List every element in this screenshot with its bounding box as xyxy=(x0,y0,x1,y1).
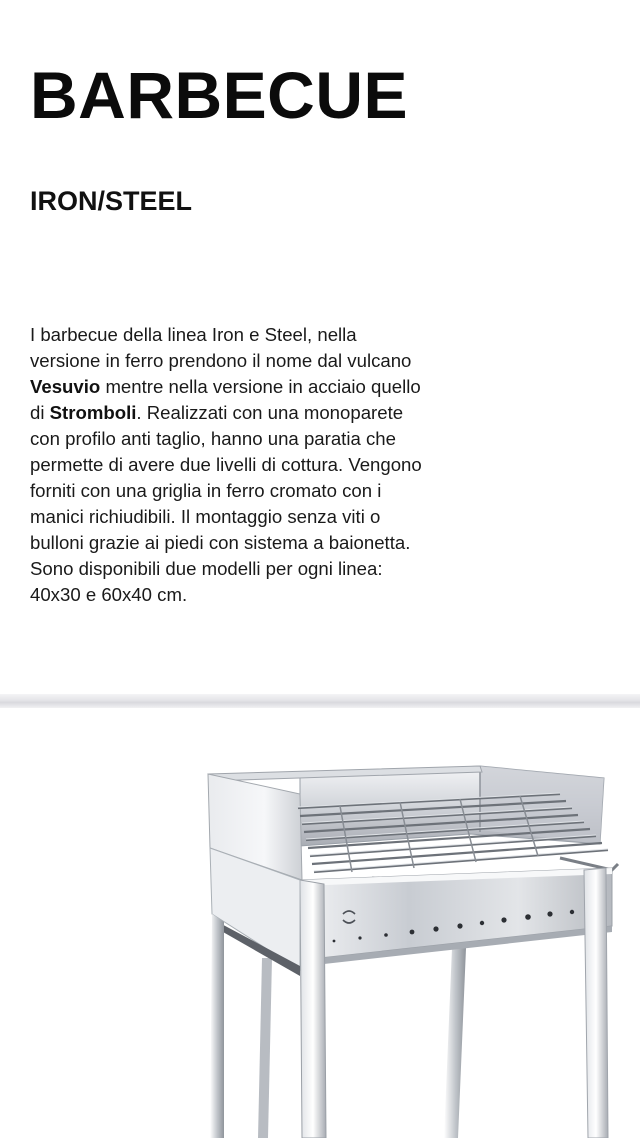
description-text-3: . Realizzati con una monoparete con profilo anti taglio, hanno una paratia che permette di avere due livelli di cottura. Vengono forniti con una griglia in ferro cromato con i manici richiudibili. Il montaggio senza viti o bulloni grazie ai piedi con sistema a baionetta. xyxy=(30,402,422,553)
barbecue-product-photo xyxy=(0,708,640,1138)
description-text-2: mentre nella versione in acciaio quello di xyxy=(30,376,421,423)
product-description xyxy=(30,322,430,608)
page-title: BARBECUE xyxy=(30,58,409,132)
model-name-iron: Vesuvio xyxy=(30,376,101,397)
section-divider xyxy=(0,694,640,708)
model-name-steel: Stromboli xyxy=(49,402,137,423)
description-text-1: I barbecue della linea Iron e Steel, nella versione in ferro prendono il nome dal vulcano xyxy=(30,324,412,371)
availability-text: Sono disponibili due modelli per ogni linea: 40x30 e 60x40 cm. xyxy=(30,558,383,605)
product-image xyxy=(0,708,640,1138)
product-subtitle: IRON/STEEL xyxy=(30,186,193,216)
